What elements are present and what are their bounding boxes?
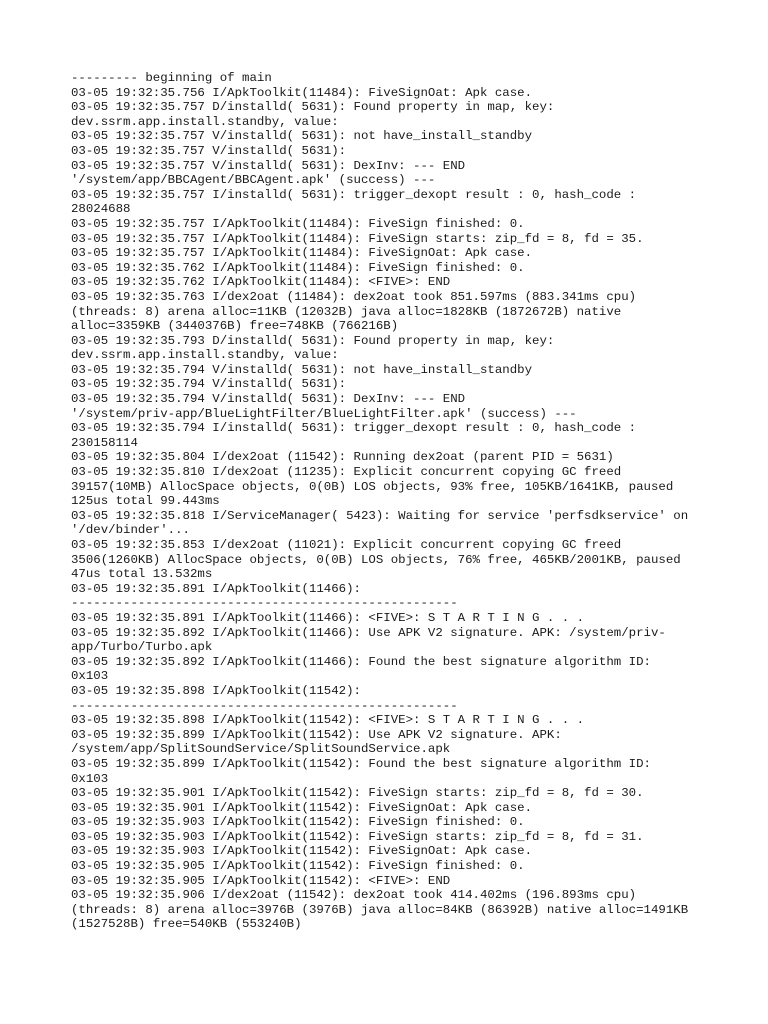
log-line: 03-05 19:32:35.901 I/ApkToolkit(11542): FiveSignOat: Apk case. bbox=[71, 800, 533, 815]
log-line: 03-05 19:32:35.892 I/ApkToolkit(11466): Use APK V2 signature. APK: /system/priv- bbox=[71, 625, 666, 640]
log-line: 3506(1260KB) AllocSpace objects, 0(0B) LOS objects, 76% free, 465KB/2001KB, paused bbox=[71, 552, 681, 567]
log-line: 03-05 19:32:35.891 I/ApkToolkit(11466): bbox=[71, 581, 361, 596]
log-line: ---------------------------------------------------- bbox=[71, 698, 458, 713]
log-line: 03-05 19:32:35.756 I/ApkToolkit(11484): FiveSignOat: Apk case. bbox=[71, 85, 533, 100]
log-line: alloc=3359KB (3440376B) free=748KB (766216B) bbox=[71, 319, 399, 334]
log-line: 03-05 19:32:35.891 I/ApkToolkit(11466): <FIVE>: S T A R T I N G . . . bbox=[71, 610, 585, 625]
log-line: 03-05 19:32:35.794 V/installd( 5631): bbox=[71, 377, 347, 392]
log-line: app/Turbo/Turbo.apk bbox=[71, 640, 213, 655]
log-line: 03-05 19:32:35.794 V/installd( 5631): DexInv: --- END bbox=[71, 392, 466, 407]
log-line: 03-05 19:32:35.905 I/ApkToolkit(11542): FiveSign finished: 0. bbox=[71, 859, 525, 874]
log-line: 03-05 19:32:35.757 D/installd( 5631): Found property in map, key: bbox=[71, 100, 555, 115]
log-line: 03-05 19:32:35.818 I/ServiceManager( 5423): Waiting for service 'perfsdkservice' on bbox=[71, 508, 689, 523]
log-line: 03-05 19:32:35.899 I/ApkToolkit(11542): Use APK V2 signature. APK: bbox=[71, 727, 562, 742]
log-line: --------- beginning of main bbox=[71, 71, 272, 85]
log-line: 39157(10MB) AllocSpace objects, 0(0B) LOS objects, 93% free, 105KB/1641KB, paused bbox=[71, 479, 674, 494]
log-line: dev.ssrm.app.install.standby, value: bbox=[71, 114, 339, 129]
log-line: 47us total 13.532ms bbox=[71, 567, 213, 582]
log-line: /system/app/SplitSoundService/SplitSoundService.apk bbox=[71, 742, 451, 757]
log-line: 03-05 19:32:35.762 I/ApkToolkit(11484): FiveSign finished: 0. bbox=[71, 260, 525, 275]
log-line: 03-05 19:32:35.757 I/ApkToolkit(11484): FiveSignOat: Apk case. bbox=[71, 246, 533, 261]
log-line: 28024688 bbox=[71, 202, 131, 217]
log-line: '/system/app/BBCAgent/BBCAgent.apk' (success) --- bbox=[71, 173, 436, 188]
log-line: dev.ssrm.app.install.standby, value: bbox=[71, 348, 339, 363]
log-line: 03-05 19:32:35.901 I/ApkToolkit(11542): FiveSign starts: zip_fd = 8, fd = 30. bbox=[71, 786, 644, 801]
log-line: 03-05 19:32:35.899 I/ApkToolkit(11542): Found the best signature algorithm ID: bbox=[71, 756, 651, 771]
log-line: 03-05 19:32:35.903 I/ApkToolkit(11542): FiveSignOat: Apk case. bbox=[71, 844, 533, 859]
log-line: 03-05 19:32:35.794 I/installd( 5631): trigger_dexopt result : 0, hash_code : bbox=[71, 421, 637, 436]
log-line: 03-05 19:32:35.763 I/dex2oat (11484): dex2oat took 851.597ms (883.341ms cpu) bbox=[71, 289, 637, 304]
log-line: 03-05 19:32:35.757 I/ApkToolkit(11484): FiveSign starts: zip_fd = 8, fd = 35. bbox=[71, 231, 644, 246]
log-line: 03-05 19:32:35.903 I/ApkToolkit(11542): FiveSign starts: zip_fd = 8, fd = 31. bbox=[71, 829, 644, 844]
log-line: 03-05 19:32:35.906 I/dex2oat (11542): dex2oat took 414.402ms (196.893ms cpu) bbox=[71, 888, 637, 903]
log-line: '/dev/binder'... bbox=[71, 523, 190, 538]
log-line: 03-05 19:32:35.757 I/ApkToolkit(11484): FiveSign finished: 0. bbox=[71, 216, 525, 231]
log-line: 03-05 19:32:35.757 V/installd( 5631): bbox=[71, 143, 347, 158]
log-line: '/system/priv-app/BlueLightFilter/BlueLightFilter.apk' (success) --- bbox=[71, 406, 577, 421]
log-line: 03-05 19:32:35.903 I/ApkToolkit(11542): FiveSign finished: 0. bbox=[71, 815, 525, 830]
log-line: 03-05 19:32:35.757 I/installd( 5631): trigger_dexopt result : 0, hash_code : bbox=[71, 187, 637, 202]
log-line: 0x103 bbox=[71, 669, 109, 684]
log-line: 03-05 19:32:35.892 I/ApkToolkit(11466): Found the best signature algorithm ID: bbox=[71, 654, 651, 669]
log-line: 03-05 19:32:35.853 I/dex2oat (11021): Explicit concurrent copying GC freed bbox=[71, 538, 622, 552]
log-line: (threads: 8) arena alloc=11KB (12032B) java alloc=1828KB (1872672B) native bbox=[71, 304, 622, 319]
log-line: 03-05 19:32:35.757 V/installd( 5631): DexInv: --- END bbox=[71, 158, 466, 173]
log-line: 03-05 19:32:35.898 I/ApkToolkit(11542): bbox=[71, 683, 361, 698]
log-line: 03-05 19:32:35.804 I/dex2oat (11542): Running dex2oat (parent PID = 5631) bbox=[71, 450, 614, 465]
log-line: 03-05 19:32:35.794 V/installd( 5631): not have_install_standby bbox=[71, 362, 533, 377]
log-text-block bbox=[71, 71, 721, 932]
log-line: 03-05 19:32:35.905 I/ApkToolkit(11542): <FIVE>: END bbox=[71, 873, 451, 888]
log-line: 0x103 bbox=[71, 771, 109, 786]
log-line: (1527528B) free=540KB (553240B) bbox=[71, 917, 302, 932]
log-line: 03-05 19:32:35.898 I/ApkToolkit(11542): <FIVE>: S T A R T I N G . . . bbox=[71, 713, 585, 728]
log-line: 03-05 19:32:35.810 I/dex2oat (11235): Explicit concurrent copying GC freed bbox=[71, 465, 622, 480]
log-line: 03-05 19:32:35.793 D/installd( 5631): Found property in map, key: bbox=[71, 333, 555, 348]
log-line: 230158114 bbox=[71, 435, 138, 450]
log-line: ---------------------------------------------------- bbox=[71, 596, 458, 611]
log-line: 03-05 19:32:35.757 V/installd( 5631): not have_install_standby bbox=[71, 129, 533, 144]
log-line: 125us total 99.443ms bbox=[71, 494, 220, 509]
log-line: 03-05 19:32:35.762 I/ApkToolkit(11484): <FIVE>: END bbox=[71, 275, 451, 290]
log-line: (threads: 8) arena alloc=3976B (3976B) java alloc=84KB (86392B) native alloc=1491KB bbox=[71, 902, 689, 917]
